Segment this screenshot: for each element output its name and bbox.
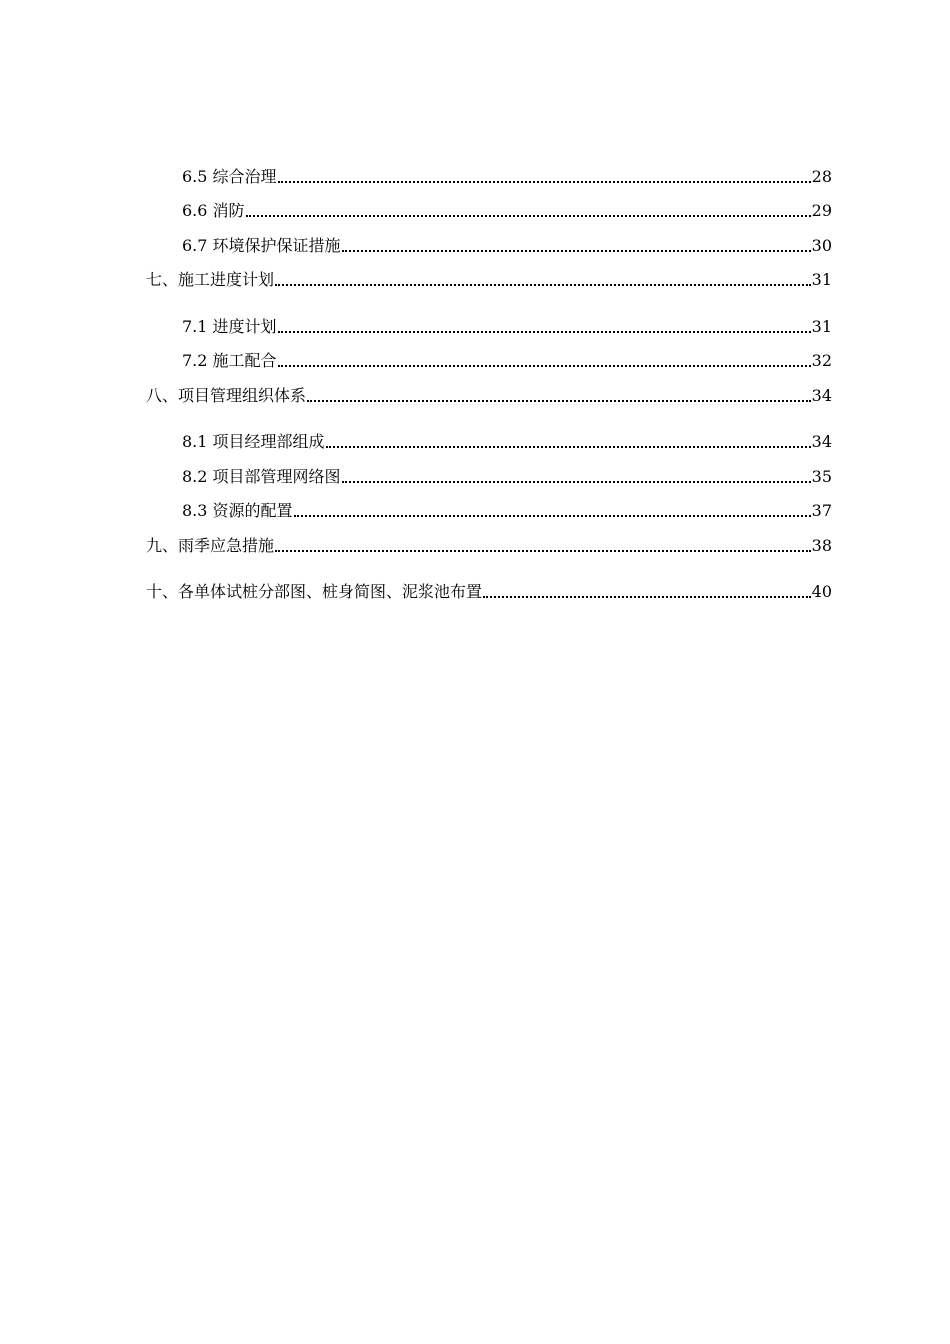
toc-entry-chapter-7[interactable] — [146, 258, 832, 293]
table-of-contents — [146, 154, 832, 604]
toc-dot-leader — [342, 250, 811, 252]
toc-entry-8-3[interactable] — [146, 489, 832, 524]
toc-entry-page: 31 — [811, 270, 832, 289]
toc-entry-label: 7.1 进度计划 — [182, 316, 277, 336]
toc-entry-page: 38 — [811, 535, 832, 555]
toc-entry-label: 八、项目管理组织体系 — [146, 385, 307, 405]
toc-entry-6-6[interactable] — [146, 189, 832, 224]
toc-dot-leader — [246, 215, 811, 217]
toc-entry-label: 6.6 消防 — [182, 201, 245, 220]
toc-dot-leader — [278, 365, 811, 367]
toc-entry-page: 37 — [811, 501, 832, 520]
toc-entry-7-2[interactable] — [146, 339, 832, 374]
toc-entry-page: 34 — [811, 432, 832, 451]
toc-entry-page: 40 — [811, 582, 832, 601]
toc-entry-chapter-8[interactable] — [146, 373, 832, 408]
toc-entry-7-1[interactable] — [146, 304, 832, 339]
toc-entry-page: 34 — [811, 385, 832, 405]
toc-dot-leader — [326, 446, 811, 448]
toc-entry-label: 6.7 环境保护保证措施 — [182, 235, 341, 255]
toc-entry-6-5[interactable] — [146, 154, 832, 189]
toc-entry-label: 7.2 施工配合 — [182, 351, 277, 370]
toc-entry-page: 29 — [811, 201, 832, 220]
toc-dot-leader — [342, 481, 811, 483]
toc-entry-page: 35 — [811, 466, 832, 486]
toc-dot-leader — [275, 550, 811, 552]
toc-entry-page: 32 — [811, 351, 832, 370]
toc-dot-leader — [483, 596, 811, 598]
toc-entry-8-2[interactable] — [146, 454, 832, 489]
toc-dot-leader — [278, 181, 811, 183]
toc-entry-label: 十、各单体试桩分部图、桩身简图、泥浆池布置 — [146, 582, 483, 601]
toc-entry-label: 九、雨季应急措施 — [146, 535, 275, 555]
toc-dot-leader — [307, 400, 811, 402]
toc-entry-label: 8.3 资源的配置 — [182, 501, 293, 520]
toc-entry-6-7[interactable] — [146, 223, 832, 258]
toc-entry-label: 8.1 项目经理部组成 — [182, 432, 325, 451]
toc-entry-8-1[interactable] — [146, 420, 832, 455]
toc-entry-page: 30 — [811, 235, 832, 255]
toc-entry-chapter-9[interactable] — [146, 523, 832, 558]
toc-entry-page: 31 — [811, 316, 832, 336]
toc-dot-leader — [275, 284, 811, 286]
toc-entry-page: 28 — [811, 166, 832, 186]
toc-entry-label: 8.2 项目部管理网络图 — [182, 466, 341, 486]
toc-entry-label: 6.5 综合治理 — [182, 166, 277, 186]
toc-entry-label: 七、施工进度计划 — [146, 270, 275, 289]
toc-entry-chapter-10[interactable] — [146, 570, 832, 605]
toc-dot-leader — [278, 331, 811, 333]
toc-dot-leader — [294, 515, 811, 517]
